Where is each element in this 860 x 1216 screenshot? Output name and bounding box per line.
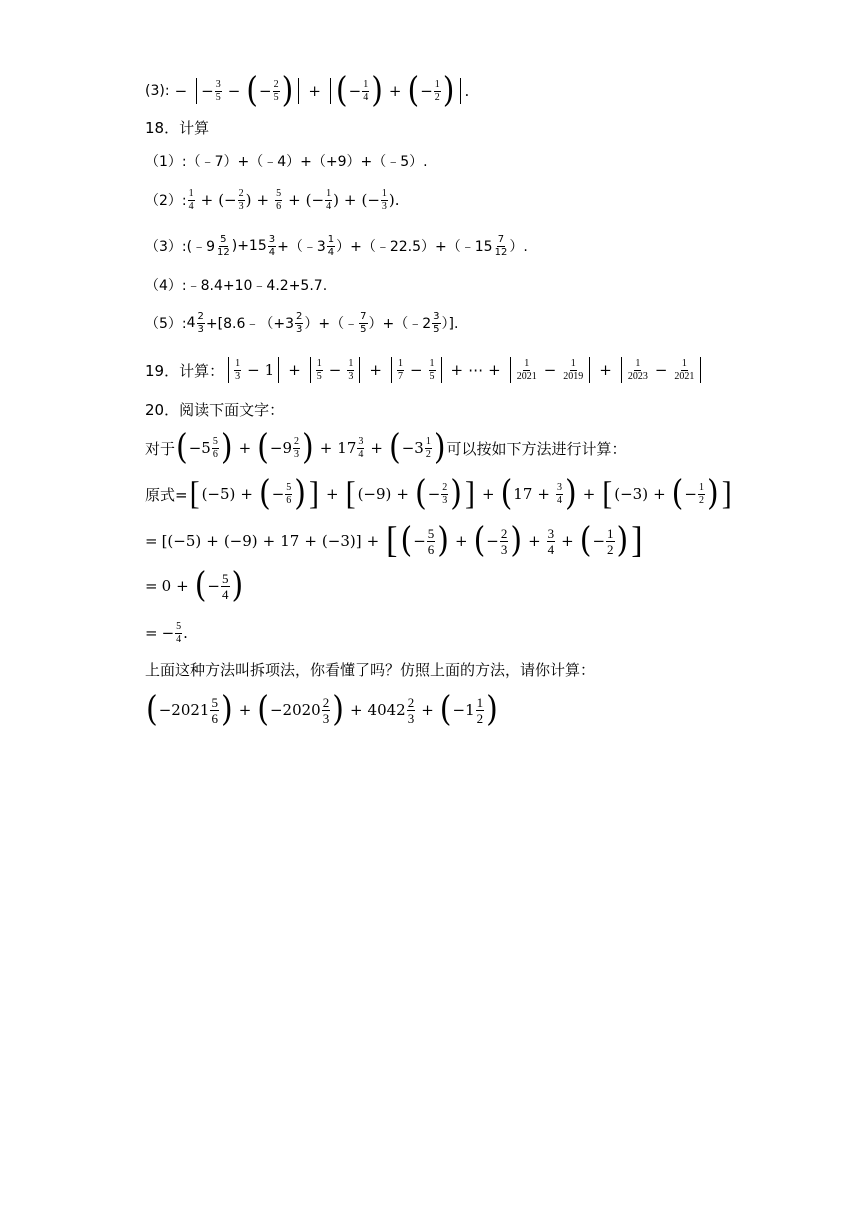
problem-17-3: (3): − − $\frac{3}{5}$ − ( − $\frac{2}{5}$ ) + ( − $\frac{1}{4}$ ) + ( − $\frac{1}{2}$ ) . [145,70,470,111]
problem-18-2: （2）: $\frac{1}{4}$ + (− $\frac{2}{3}$ ) + $\frac{5}{6}$ + (− $\frac{1}{4}$ ) + (− $\frac{1}{3}$ ). [145,187,400,212]
item-label: （4）: [145,278,187,294]
item-label: （5）: [145,316,187,332]
problem-18-5: （5）: 4 $\frac{2}{3}$ +[8.6﹣（+3 $\frac{2}{3}$ ）+（﹣ $\frac{7}{5}$ ）+（﹣2 $\frac{3}{5}$ ）]. [145,310,459,335]
problem-17-3-label: (3): [145,83,170,99]
intro-prefix: 对于 [145,439,176,458]
minus-sign: − [201,82,214,100]
item-label: （3）: [145,239,187,255]
problem-20-step-1: 原式= [ (−5) + ( − $\frac{5}{6}$ ) ] + [ (−9) + ( − $\frac{2}{3}$ ) ] + ( 17 + $\frac{3}{4}$ ) + [ (−3) + ( − $\frac{1}{2}$ ) ] [145,473,732,514]
intro-suffix: 可以按如下方法进行计算： [446,439,627,458]
problem-19-label: 19．计算： [145,361,225,380]
problem-18-1 [145,150,820,172]
item-label: （1）: [145,154,187,170]
item-label: （2）: [145,193,187,209]
abs-bar [298,78,299,104]
problem-20-title [145,398,820,420]
problem-18-title [145,116,820,138]
problem-20-step-2: = [(−5) + (−9) + 17 + (−3)] + [ ( − $\frac{5}{6}$ ) + ( − $\frac{2}{3}$ ) + $\frac{3}{4}$ + ( − $\frac{1}{2}$ ) ] [145,520,643,561]
problem-20-final: = − $\frac{5}{4}$ . [145,620,188,645]
section-heading: 18．计算 [145,118,210,137]
item-expression: ﹣8.4+10﹣4.2+5.7. [186,278,328,294]
fraction: $\frac{2}{5}$ [273,78,279,103]
fraction: $\frac{3}{5}$ [215,78,221,103]
problem-20-task: ( −2021 $\frac{5}{6}$ ) + ( −2020 $\frac{2}{3}$ ) + 4042 $\frac{2}{3}$ + ( −1 $\frac{1}{2}$ ) [146,689,498,730]
fraction: $\frac{1}{4}$ [363,78,369,103]
abs-bar [330,78,331,104]
problem-19: 19．计算： $\frac{1}{3}$ − 1 + $\frac{1}{5}$ − $\frac{1}{3}$ + $\frac{1}{7}$ − $\frac{1}{5}$ + ⋯ + $\frac{1}{2021}$ − $\frac{1}{2019}$ + $\frac{1}{2023}$ − $\frac{1}{2021}$ [145,354,820,386]
problem-20-step-3: = 0 + ( − $\frac{5}{4}$ ) [145,565,244,606]
problem-18-4 [145,274,820,296]
problem-18-3: （3）: (﹣9 $\frac{5}{12}$ )+15 $\frac{3}{4}$ +（﹣3 $\frac{1}{4}$ ）+（﹣22.5）+（﹣15 $\frac{7}{12}$ ）. [145,233,528,258]
step-prefix: 原式= [145,485,188,504]
item-expression: （﹣7）+（﹣4）+（+9）+（﹣5）. [186,154,428,170]
problem-20-instruction [145,658,820,680]
abs-bar [460,78,461,104]
problem-20-intro: 对于 ( −5 $\frac{5}{6}$ ) + ( −9 $\frac{2}{3}$ ) + 17 $\frac{3}{4}$ + ( −3 $\frac{1}{2}$ ) 可以按如下方法进行计算： [145,427,627,468]
section-heading: 20．阅读下面文字： [145,400,285,419]
fraction: $\frac{1}{2}$ [434,78,440,103]
abs-bar [196,78,197,104]
minus-sign: − [174,82,188,100]
instruction-text: 上面这种方法叫拆项法，你看懂了吗？仿照上面的方法，请你计算： [145,660,596,679]
